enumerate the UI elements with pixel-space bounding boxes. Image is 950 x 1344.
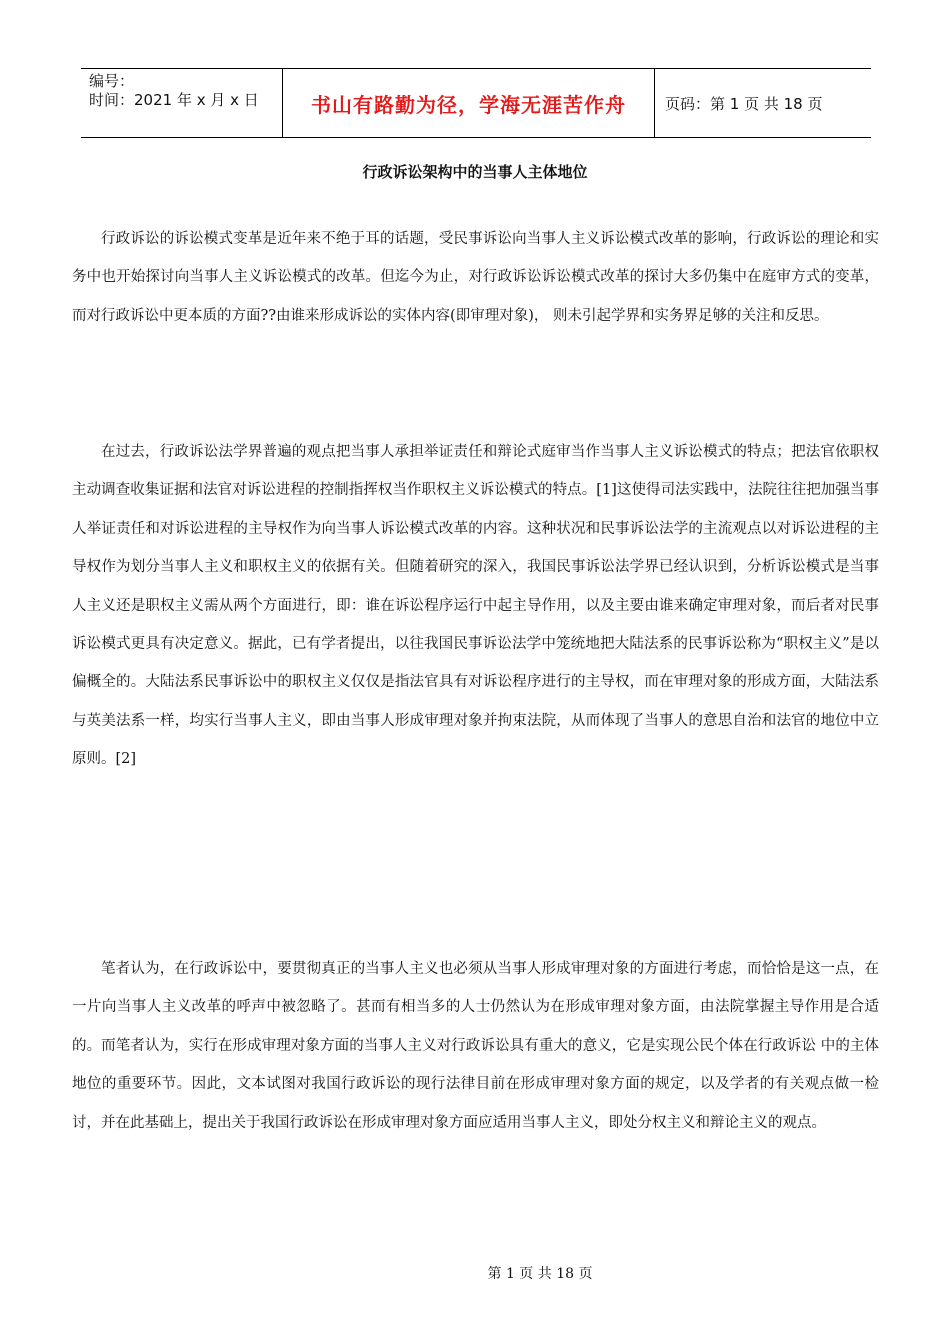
time-label: 时间：2021 年 x 月 x 日: [89, 91, 259, 109]
header-motto-cell: [283, 69, 655, 137]
document-header: [81, 68, 871, 138]
page-info: 页码：第 1 页 共 18 页: [665, 94, 823, 113]
paragraph: 行政诉讼的诉讼模式变革是近年来不绝于耳的话题，受民事诉讼向当事人主义诉讼模式改革的影响，行政诉讼的理论和实务中也开始探讨向当事人主义诉讼模式的改革。但迄今为止，对行政诉讼诉讼模式改革的探讨大多仍集中在庭审方式的变革，而对行政诉讼中更本质的方面??由谁来形成诉讼的实体内容(即审理对象)， 则未引起学界和实务界足够的关注和反思。: [72, 231, 879, 324]
page-footer: 第 1 页 共 18 页: [487, 1266, 593, 1282]
paragraph: 在过去，行政诉讼法学界普遍的观点把当事人承担举证责任和辩论式庭审当作当事人主义诉讼模式的特点；把法官依职权主动调查收集证据和法官对诉讼进程的控制指挥权当作职权主义诉讼模式的特点。[1]这使得司法实践中，法院往往把加强当事人举证责任和对诉讼进程的主导权作为向当事人诉讼模式改革的内容。这种状况和民事诉讼法学的主流观点以对诉讼进程的主导权作为划分当事人主义和职权主义的依据有关。但随着研究的深入，我国民事诉讼法学界已经认识到，分析诉讼模式是当事人主义还是职权主义需从两个方面进行，即：谁在诉讼程序运行中起主导作用，以及主要由谁来确定审理对象，而后者对民事诉讼模式更具有决定意义。据此，已有学者提出，以往我国民事诉讼法学中笼统地把大陆法系的民事诉讼称为“职权主义”是以偏概全的。大陆法系民事诉讼中的职权主义仅仅是指法官具有对诉讼程序进行的主导权，而在审理对象的形成方面，大陆法系与英美法系一样，均实行当事人主义，即由当事人形成审理对象并拘束法院，从而体现了当事人的意思自治和法官的地位中立原则。[2]: [72, 444, 879, 768]
document-title: 行政诉讼架构中的当事人主体地位: [362, 163, 588, 181]
motto-text: 书山有路勤为径，学海无涯苦作舟: [311, 92, 626, 117]
header-meta-cell: [81, 69, 283, 137]
header-page-cell: [655, 69, 871, 137]
paragraph: 笔者认为，在行政诉讼中，要贯彻真正的当事人主义也必须从当事人形成审理对象的方面进行考虑，而恰恰是这一点，在一片向当事人主义改革的呼声中被忽略了。甚而有相当多的人士仍然认为在形成审理对象方面，由法院掌握主导作用是合适的。而笔者认为，实行在形成审理对象方面的当事人主义对行政诉讼具有重大的意义，它是实现公民个体在行政诉讼 中的主体地位的重要环节。因此，文本试图对我国行政诉讼的现行法律目前在形成审理对象方面的规定，以及学者的有关观点做一检讨，并在此基础上，提出关于我国行政诉讼在形成审理对象方面应适用当事人主义，即处分权主义和辩论主义的观点。: [72, 961, 879, 1131]
number-label: 编号：: [89, 72, 135, 90]
